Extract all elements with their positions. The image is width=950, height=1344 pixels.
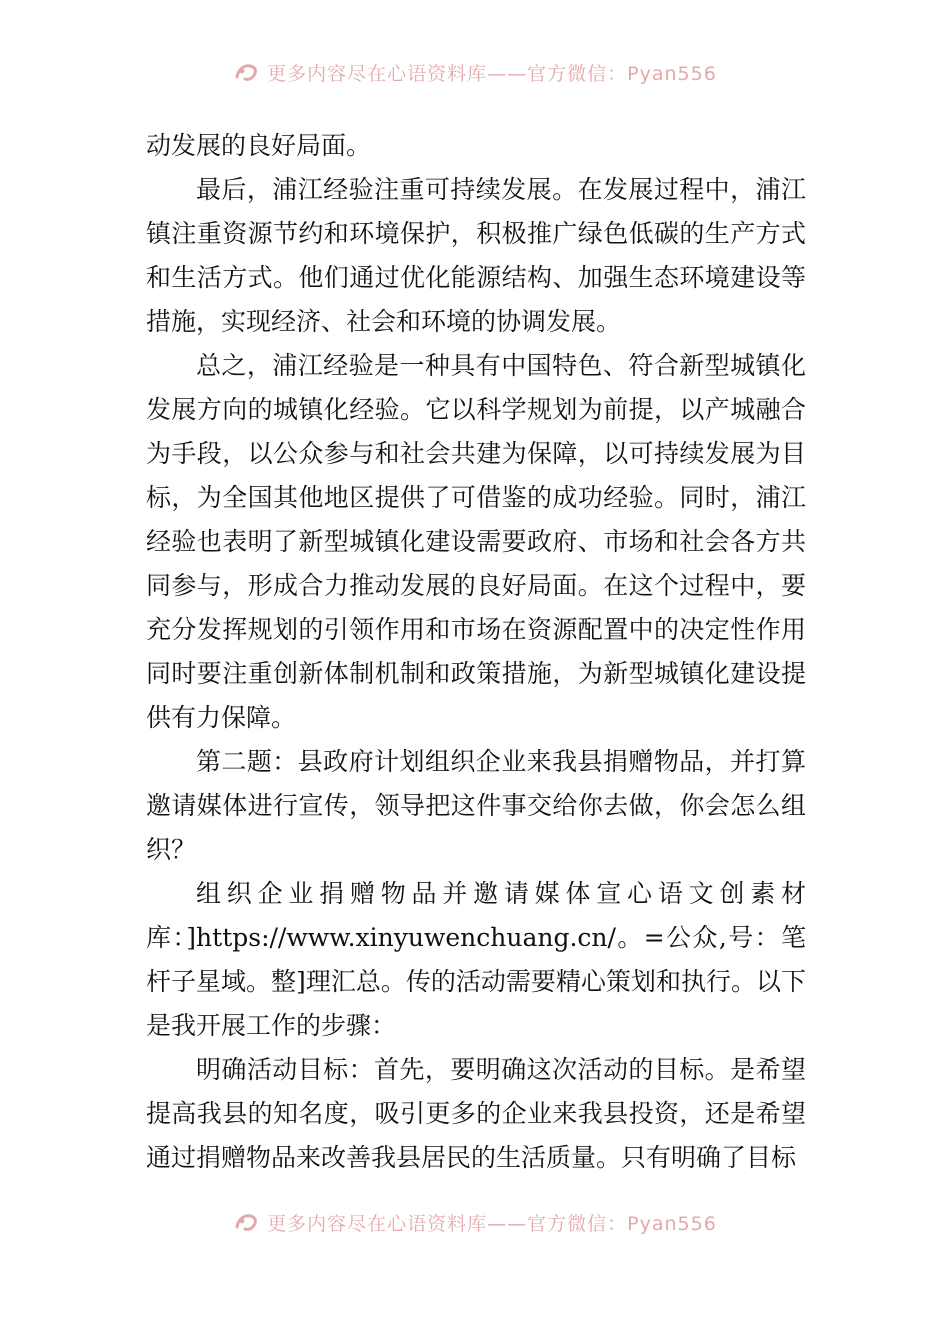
paragraph-continuation: 动发展的良好局面。	[146, 131, 372, 160]
header-watermark-text: 更多内容尽在心语资料库——官方微信：Pyan556	[267, 62, 717, 85]
header-watermark	[0, 54, 950, 90]
footer-watermark	[0, 1204, 950, 1240]
paragraph-summary: 总之，浦江经验是一种具有中国特色、符合新型城镇化发展方向的城镇化经验。它以科学规划为前提，以产城融合为手段，以公众参与和社会共建为保障，以可持续发展为目标，为全国其他地区提供了可借鉴的成功经验。同时，浦江经验也表明了新型城镇化建设需要政府、市场和社会各方共同参与，形成合力推动发展的良好局面。在这个过程中，要充分发挥规划的引领作用和市场在资源配置中的决定性作用同时要注重创新体制机制和政策措施，为新型城镇化建设提供有力保障。	[146, 351, 806, 732]
logo-icon	[233, 1209, 259, 1235]
paragraph-organize: 组织企业捐赠物品并邀请媒体宣心语文创素材库：]https://www.xinyuwenchuang.cn/。=公众,号：笔杆子星域。整]理汇总。传的活动需要精心策划和执行。以下是我开展工作的步骤：	[146, 879, 806, 1040]
paragraph-goal: 明确活动目标：首先，要明确这次活动的目标。是希望提高我县的知名度，吸引更多的企业来我县投资，还是希望通过捐赠物品来改善我县居民的生活质量。只有明确了目标	[146, 1055, 806, 1172]
footer-watermark-text: 更多内容尽在心语资料库——官方微信：Pyan556	[267, 1212, 717, 1235]
logo-icon	[233, 59, 259, 85]
document-body	[146, 124, 806, 1180]
paragraph-sustainable: 最后，浦江经验注重可持续发展。在发展过程中，浦江镇注重资源节约和环境保护，积极推广绿色低碳的生产方式和生活方式。他们通过优化能源结构、加强生态环境建设等措施，实现经济、社会和环境的协调发展。	[146, 175, 806, 336]
paragraph-question-two: 第二题：县政府计划组织企业来我县捐赠物品，并打算邀请媒体进行宣传，领导把这件事交给你去做，你会怎么组织？	[146, 747, 806, 864]
